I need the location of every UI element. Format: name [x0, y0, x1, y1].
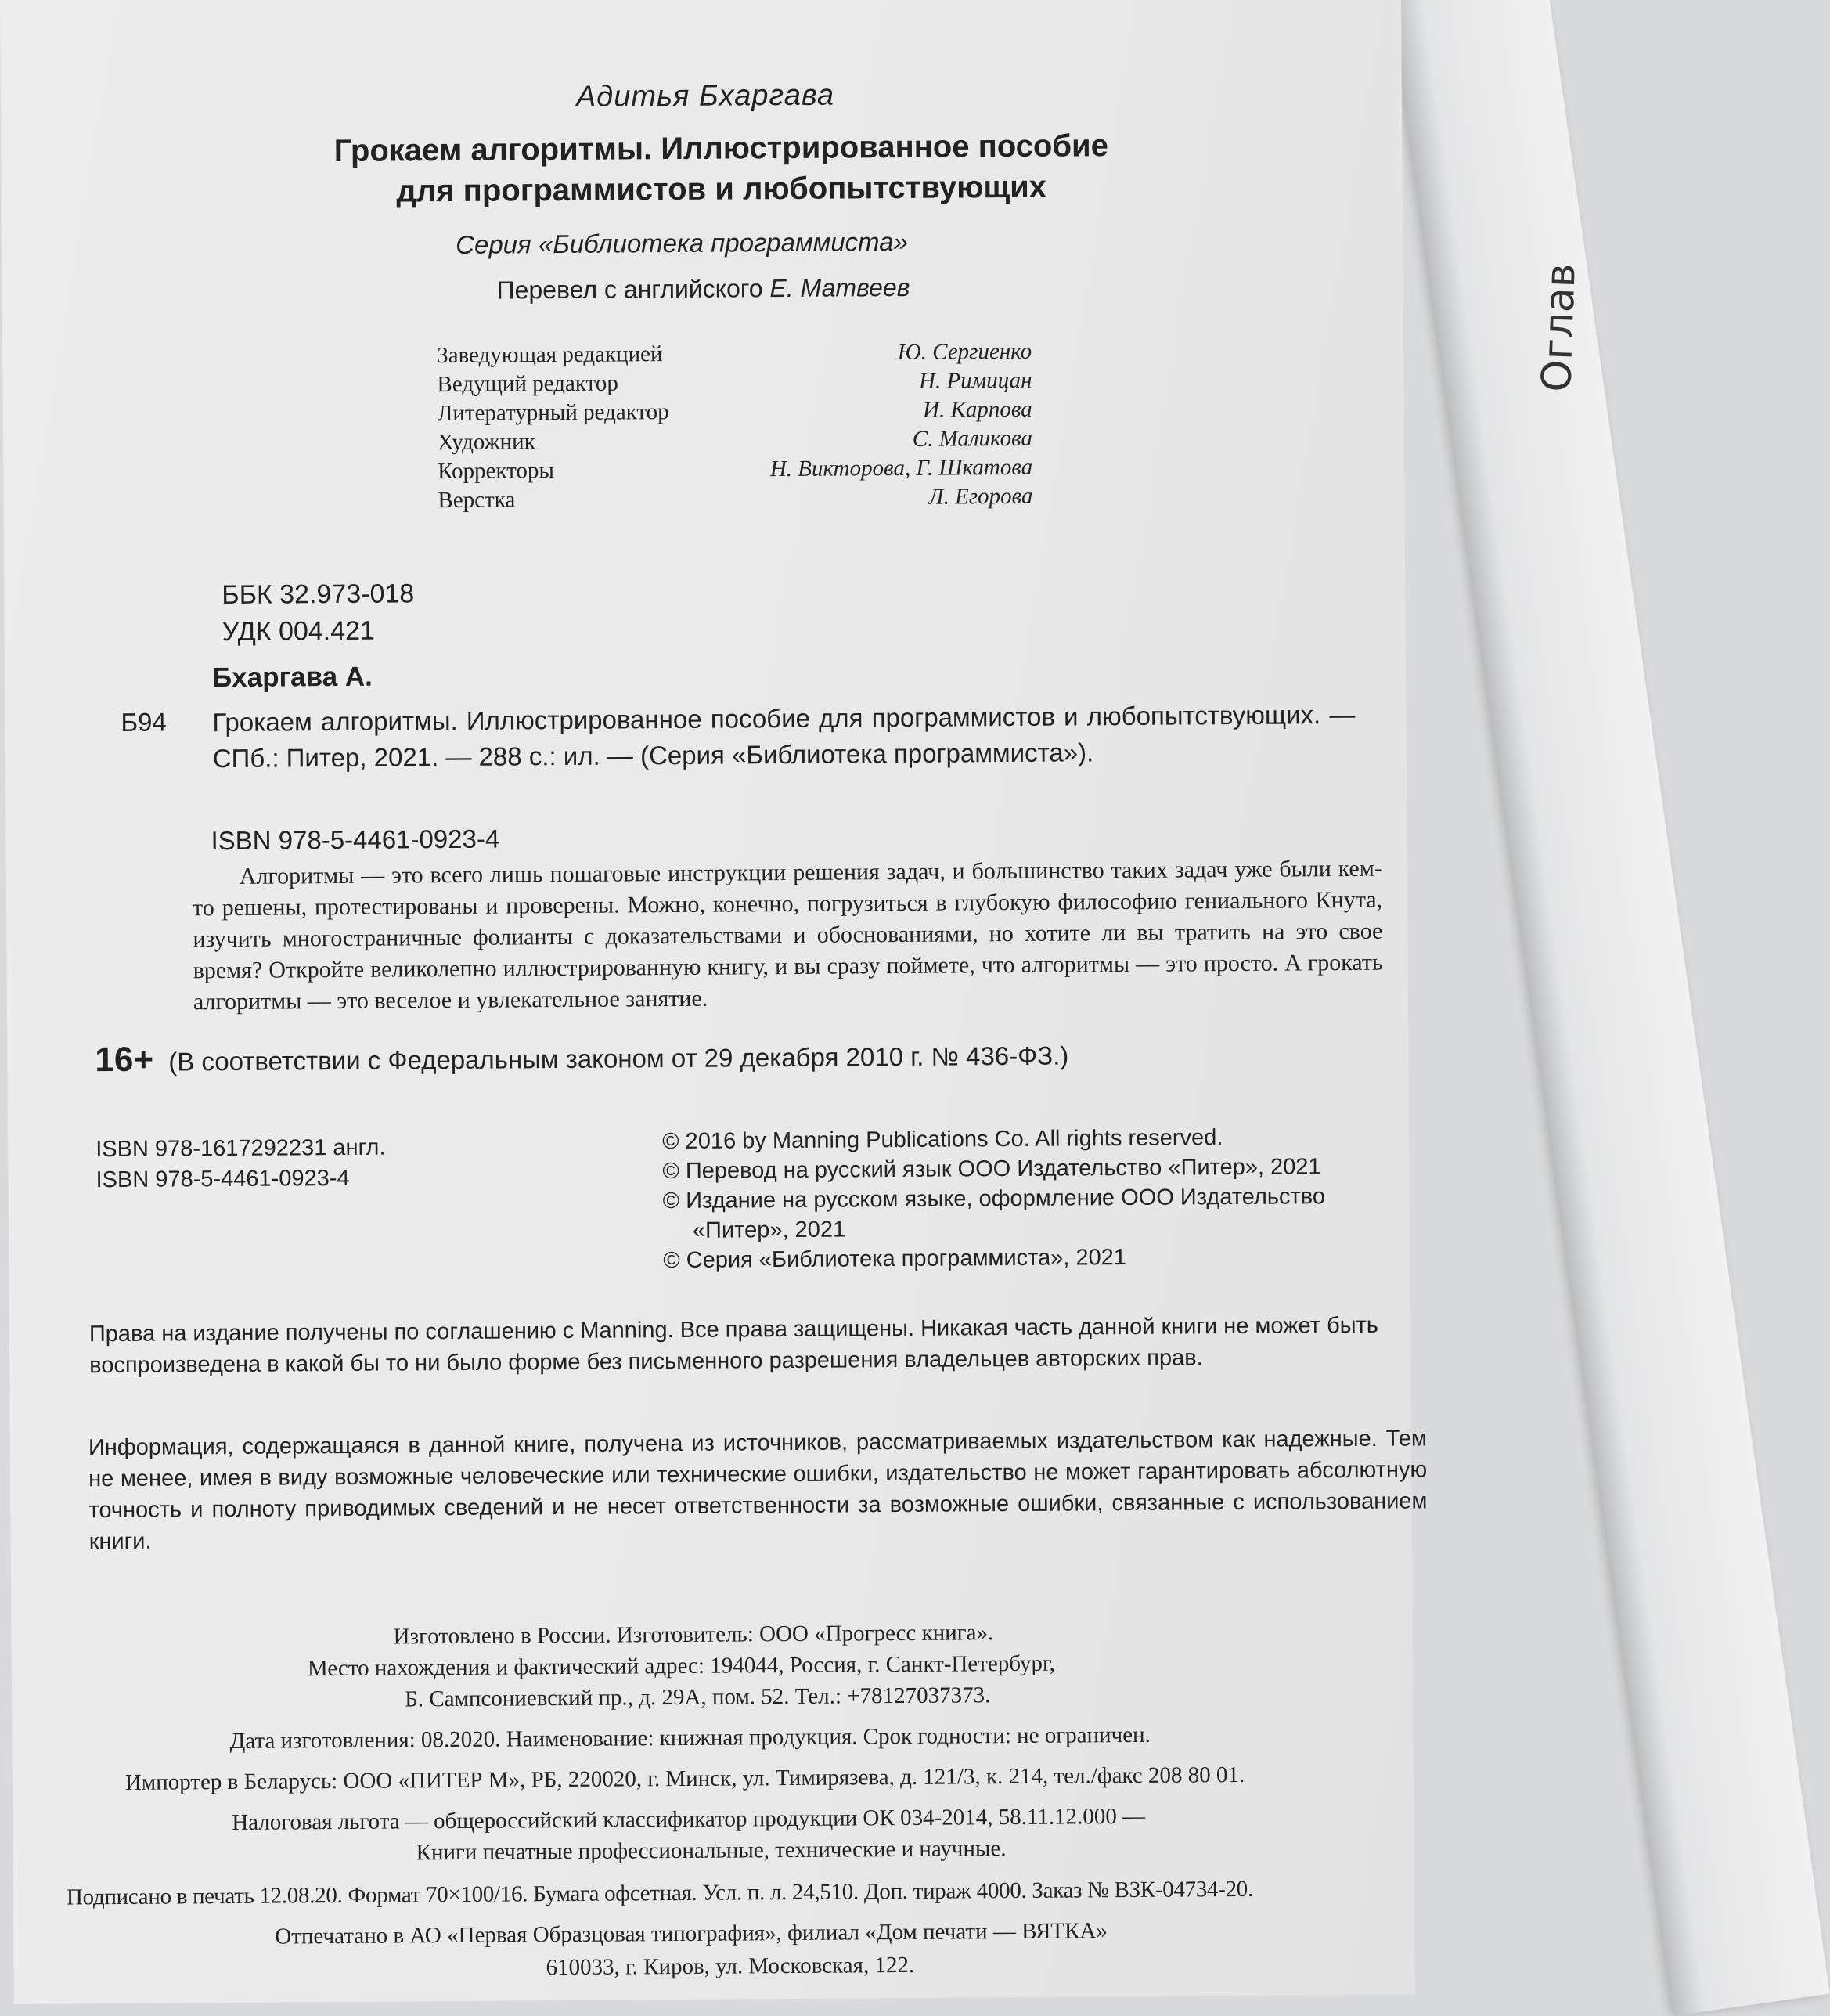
staff-row — [438, 453, 1032, 486]
imprint-line: Подписано в печать 12.08.20. Формат 70×100/16. Бумага офсетная. Усл. п. л. 24,510. Доп. тираж 4000. Заказ № ВЗК-04734-20. — [66, 1876, 1254, 1910]
bibliographic-description: Грокаем алгоритмы. Иллюстрированное пособие для программистов и любопытствующих. — СПб.: Питер, 2021. — 288 с.: ил. — (Серия «Библиотека программиста»). — [212, 699, 1356, 774]
copyright-item: © 2016 by Manning Publications Co. All rights reserved. — [662, 1125, 1223, 1155]
staff-name: Ю. Сергиенко — [897, 338, 1032, 366]
staff-role: Корректоры — [438, 458, 555, 485]
author-sign-code: Б94 — [121, 707, 167, 737]
imprint-line: Изготовлено в России. Изготовитель: ООО «Прогресс книга». — [393, 1620, 994, 1650]
adjacent-page-text: Оглав — [1533, 262, 1585, 393]
imprint-line: Налоговая льгота — общероссийский классификатор продукции ОК 034-2014, 58.11.12.000 — — [232, 1803, 1146, 1835]
book-author: Адитья Бхаргава — [575, 78, 835, 114]
udk-code: УДК 004.421 — [222, 615, 376, 647]
staff-row — [437, 337, 1032, 370]
age-badge: 16+ — [95, 1040, 154, 1080]
staff-name: Н. Викторова, Г. Шкатова — [769, 454, 1033, 482]
staff-role: Художник — [437, 429, 535, 456]
staff-row — [438, 424, 1032, 457]
book-title-line-2: для программистов и любопытствующих — [396, 169, 1047, 209]
age-rating — [95, 1034, 1068, 1080]
isbn-item: ISBN 978-1617292231 англ. — [95, 1134, 386, 1163]
imprint-line: Место нахождения и фактический адрес: 194044, Россия, г. Санкт-Петербург, — [307, 1650, 1055, 1682]
copyright-list — [662, 1122, 1326, 1275]
catalog-isbn: ISBN 978-5-4461-0923-4 — [211, 824, 500, 856]
translator-prefix: Перевел с английского — [496, 274, 763, 305]
translator-line — [496, 273, 910, 305]
staff-row — [438, 482, 1032, 515]
staff-name: С. Маликова — [912, 425, 1033, 452]
rights-notice: Права на издание получены по соглашению с Manning. Все права защищены. Никакая часть данной книги не может быть воспроизведена в какой бы то ни было форме без письменного разрешения владельцев авторских прав. — [88, 1312, 1379, 1379]
annotation-paragraph: Алгоритмы — это всего лишь пошаговые инструкции решения задач, и большинство таких задач уже были кем-то решены, протестированы и проверены. Можно, конечно, погрузиться в глубокую философию гениального Кнута, изучить многостраничные фолианты с доказательствами и обоснованиями, но хотите ли вы тратить на это свое время? Откройте великолепно иллюстрированную книгу, и вы сразу поймете, что алгоритмы — это просто. А грокать алгоритмы — это веселое и увлекательное занятие. — [192, 855, 1383, 1015]
information-disclaimer: Информация, содержащаяся в данной книге, получена из источников, рассматриваемых издательством как надежные. Тем не менее, имея в виду возможные человеческие или технические ошибки, издательство не может гарантировать абсолютную точность и полноту приводимых сведений и не несет ответственности за возможные ошибки, связанные с использованием книги. — [88, 1426, 1428, 1555]
adjacent-page — [1389, 0, 1830, 2016]
isbn-item: ISBN 978-5-4461-0923-4 — [95, 1165, 350, 1193]
imprint-line: Дата изготовления: 08.2020. Наименование: книжная продукция. Срок годности: не ограничен. — [229, 1722, 1151, 1755]
staff-name: И. Карпова — [922, 396, 1032, 423]
imprint-line: Отпечатано в АО «Первая Образцовая типография», филиал «Дом печати — ВЯТКА» — [275, 1918, 1108, 1949]
staff-role: Литературный редактор — [437, 399, 669, 427]
copyright-item: © Издание на русском языке, оформление ООО Издательство — [662, 1184, 1326, 1214]
isbn-list — [95, 1133, 386, 1196]
imprint-line: Б. Сампсониевский пр., д. 29А, пом. 52. Тел.: +78127037373. — [405, 1682, 991, 1712]
bbk-code: ББК 32.973-018 — [222, 579, 415, 611]
book-series: Серия «Библиотека программиста» — [456, 226, 909, 259]
staff-role: Ведущий редактор — [437, 370, 618, 398]
staff-list — [437, 337, 1033, 515]
staff-role: Заведующая редакцией — [437, 341, 663, 369]
translator-name: Е. Матвеев — [769, 272, 910, 303]
copyright-item: © Перевод на русский язык ООО Издательство «Питер», 2021 — [662, 1154, 1321, 1185]
copyright-item: © Серия «Библиотека программиста», 2021 — [663, 1244, 1127, 1274]
imprint-line: 610033, г. Киров, ул. Московская, 122. — [546, 1952, 915, 1981]
copyright-item-continued: «Питер», 2021 — [692, 1217, 846, 1243]
staff-name: Н. Римицан — [918, 367, 1032, 394]
catalog-author-heading: Бхаргава А. — [211, 661, 373, 694]
imprint-line: Импортер в Беларусь: ООО «ПИТЕР М», РБ, 220020, г. Минск, ул. Тимирязева, д. 121/3, к. 214, тел./факс 208 80 01. — [124, 1762, 1245, 1795]
book-title — [228, 124, 1215, 213]
book-title-line-1: Грокаем алгоритмы. Иллюстрированное пособие — [333, 128, 1109, 169]
staff-name: Л. Егорова — [928, 483, 1033, 510]
staff-row — [437, 366, 1032, 399]
age-law-text: (В соответствии с Федеральным законом от 29 декабря 2010 г. № 436-ФЗ.) — [168, 1040, 1069, 1077]
staff-role: Верстка — [438, 487, 516, 514]
staff-row — [438, 395, 1032, 428]
imprint-line: Книги печатные профессиональные, технические и научные. — [416, 1836, 1007, 1866]
